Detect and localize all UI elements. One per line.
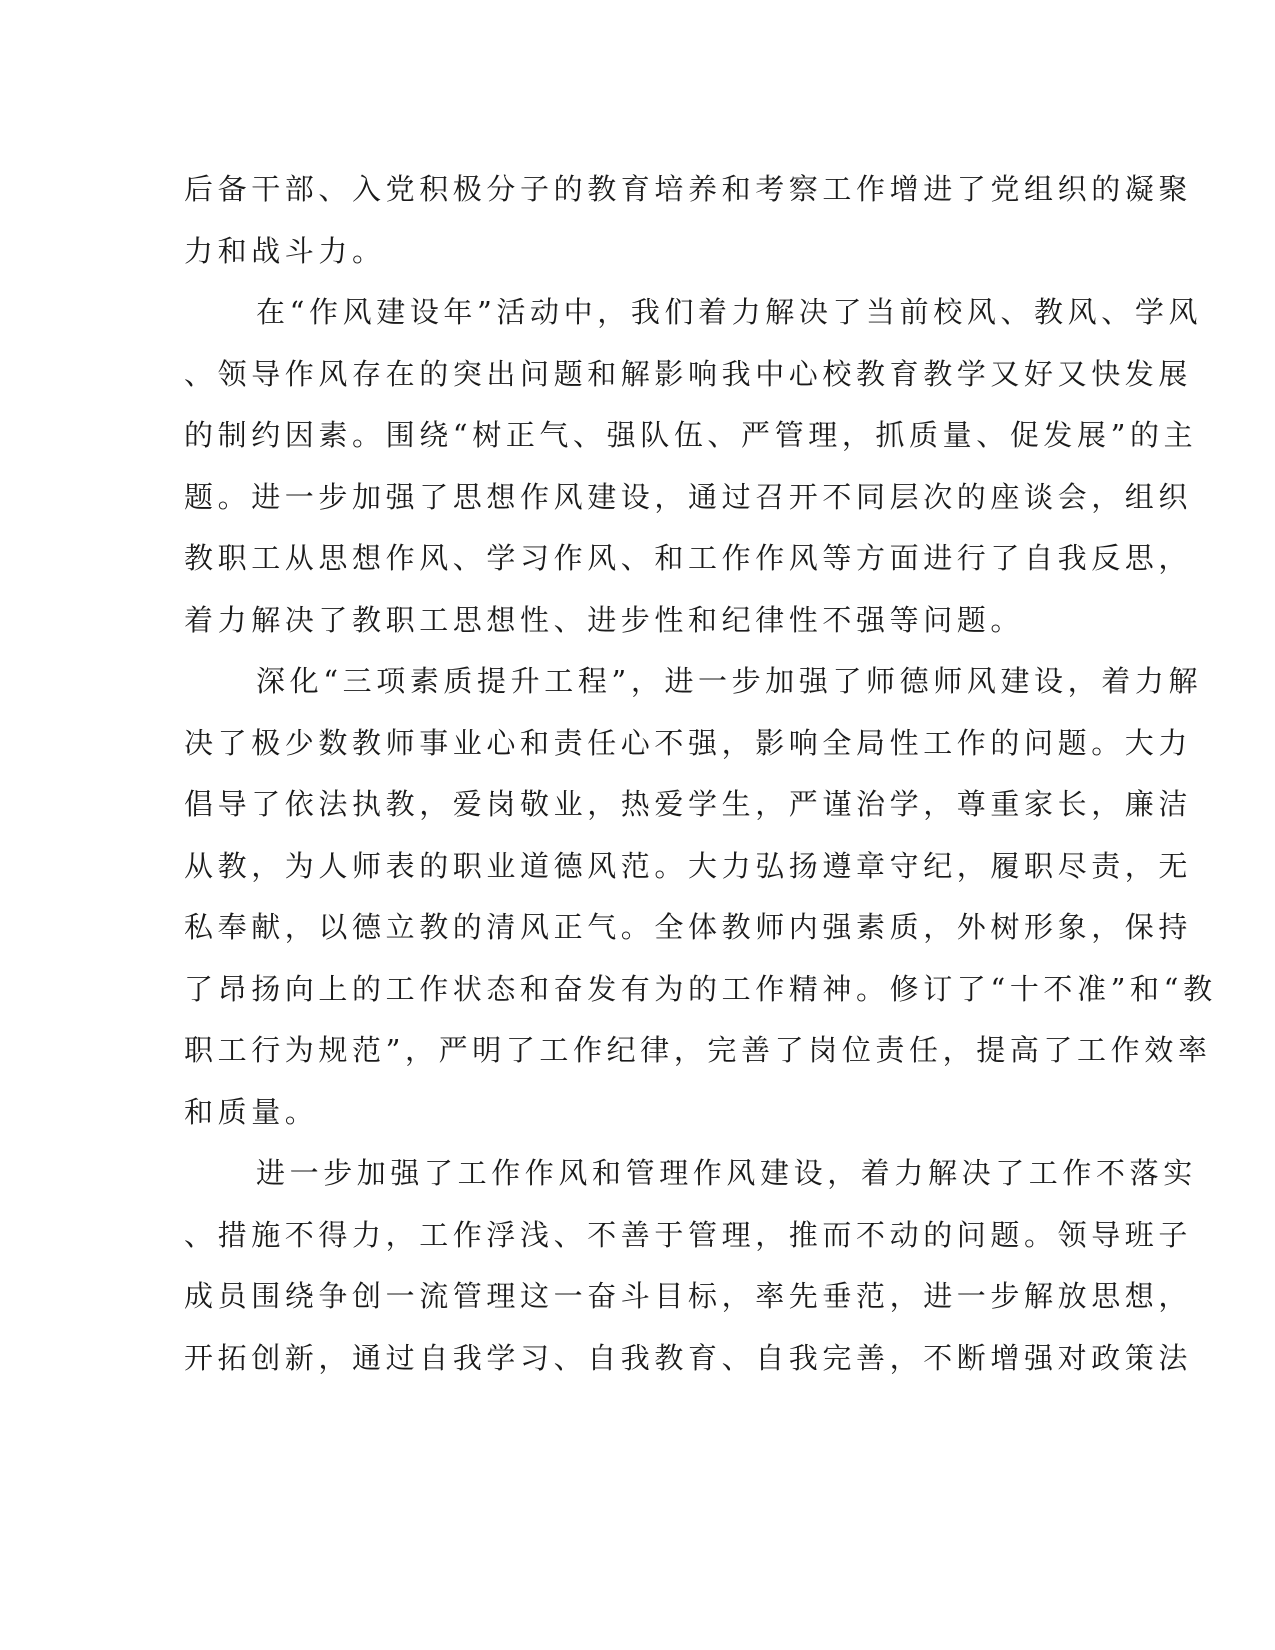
- text-line: 着力解决了教职工思想性、进步性和纪律性不强等问题。: [184, 602, 1025, 637]
- text-line: 私奉献，以德立教的清风正气。全体教师内强素质，外树形象，保持: [184, 910, 1193, 944]
- text-line: 成员围绕争创一流管理这一奋斗目标，率先垂范，进一步解放思想，: [184, 1279, 1193, 1313]
- text-line: 和质量。: [184, 1094, 319, 1129]
- text-line: 从教，为人师表的职业道德风范。大力弘扬遵章守纪，履职尽责，无: [184, 848, 1193, 883]
- text-line: 教职工从思想作风、学习作风、和工作作风等方面进行了自我反思，: [184, 541, 1193, 575]
- text-line: 题。进一步加强了思想作风建设，通过召开不同层次的座谈会，组织: [184, 479, 1193, 514]
- paragraph-start-line: 在“作风建设年”活动中，我们着力解决了当前校风、教风、学风: [256, 295, 1203, 329]
- text-line: 力和战斗力。: [184, 233, 386, 268]
- text-line: 的制约因素。围绕“树正气、强队伍、严管理，抓质量、促发展”的主: [184, 418, 1198, 452]
- paragraph-start-line: 进一步加强了工作作风和管理作风建设，着力解决了工作不落实: [256, 1156, 1197, 1190]
- body-text: [184, 159, 1217, 1389]
- text-line: 了昂扬向上的工作状态和奋发有为的工作精神。修订了“十不准”和“教: [184, 971, 1217, 1006]
- text-line: 、措施不得力，工作浮浅、不善于管理，推而不动的问题。领导班子: [184, 1217, 1193, 1252]
- text-line: 决了极少数教师事业心和责任心不强，影响全局性工作的问题。大力: [184, 725, 1193, 760]
- text-line: 倡导了依法执教，爱岗敬业，热爱学生，严谨治学，尊重家长，廉洁: [184, 787, 1193, 821]
- text-line: 后备干部、入党积极分子的教育培养和考察工作增进了党组织的凝聚: [184, 172, 1193, 206]
- text-line: 开拓创新，通过自我学习、自我教育、自我完善，不断增强对政策法: [184, 1340, 1193, 1375]
- text-line: 职工行为规范”，严明了工作纪律，完善了岗位责任，提高了工作效率: [184, 1033, 1212, 1067]
- text-line: 、领导作风存在的突出问题和解影响我中心校教育教学又好又快发展: [184, 356, 1193, 391]
- paragraph-start-line: 深化“三项素质提升工程”，进一步加强了师德师风建设，着力解: [256, 664, 1203, 698]
